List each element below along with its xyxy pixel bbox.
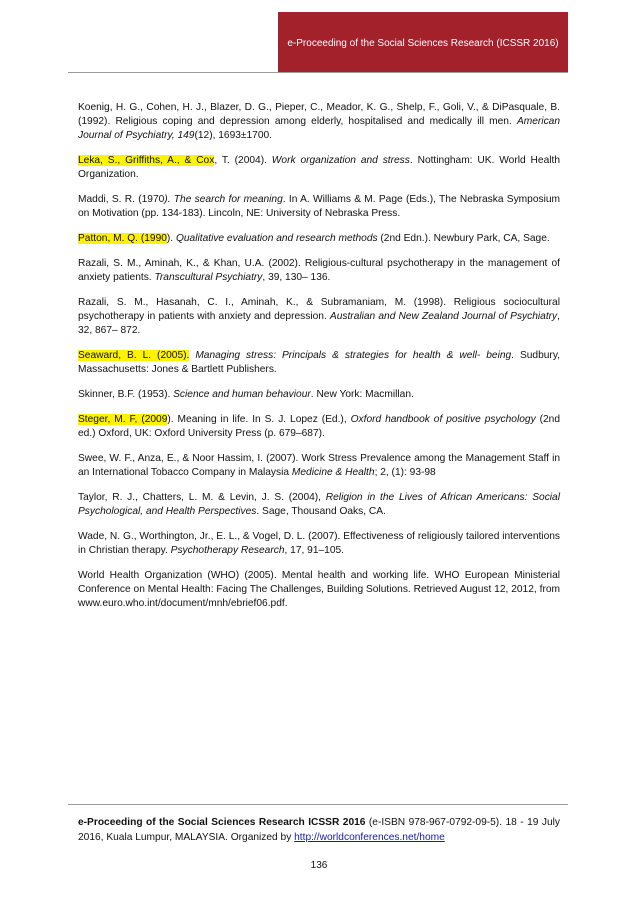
reference-text: , 39, 130– 136. xyxy=(262,272,331,283)
italic-title: Australian and New Zealand Journal of Psychiatry xyxy=(329,311,558,322)
reference-entry xyxy=(78,413,560,441)
reference-entry xyxy=(78,296,560,338)
header-divider xyxy=(68,72,568,73)
reference-text: . In A. Williams & M. Page (Eds.), The Nebraska Symposium on Motivation (pp. 134-183). Lincoln, NE: University of Nebraska Press. xyxy=(78,194,560,219)
footer-proceeding-title: e-Proceeding of the Social Sciences Research ICSSR 2016 xyxy=(78,817,366,828)
reference-entry xyxy=(78,530,560,558)
reference-text: Razali, S. M., Hasanah, C. I., Aminah, K., & Subramaniam, M. (1998). Religious sociocultural psychotherapy in patients with anxiety and depression. xyxy=(78,297,560,322)
italic-title: Medicine & Health xyxy=(291,467,375,478)
reference-text: , T. (2004). xyxy=(214,155,272,166)
running-header-title: e-Proceeding of the Social Sciences Research (ICSSR 2016) xyxy=(287,38,559,49)
italic-title: Science and human behaviour xyxy=(173,389,311,400)
reference-text: Swee, W. F., Anza, E., & Noor Hassim, I. (2007). Work Stress Prevalence among the Management Staff in an International Tobacco Company in Malaysia xyxy=(78,453,560,478)
highlighted-text: Leka, S., Griffiths, A., & Cox xyxy=(78,155,215,166)
reference-text: Wade, N. G., Worthington, Jr., E. L., & Vogel, D. L. (2007). Effectiveness of religiously tailored interventions in Christian therapy. xyxy=(78,531,560,556)
reference-text: Skinner, B.F. (1953). xyxy=(78,389,174,400)
reference-text: , 32, 867– 872. xyxy=(78,311,560,336)
reference-entry xyxy=(78,257,560,285)
reference-text: Koenig, H. G., Cohen, H. J., Blazer, D. G., Pieper, C., Meador, K. G., Shelp, F., Goli, V., & DiPasquale, B. (1992). Religious coping and depression among elderly, hospitalised and medically ill men. xyxy=(78,102,560,127)
italic-title: Oxford handbook of positive psychology xyxy=(350,414,536,425)
reference-entry xyxy=(78,101,560,143)
reference-list xyxy=(78,101,560,622)
italic-title: American Journal of Psychiatry, 149 xyxy=(78,116,560,141)
reference-entry xyxy=(78,452,560,480)
italic-title: Qualitative evaluation and research methods xyxy=(175,233,378,244)
reference-text: ). Meaning in life. In S. J. Lopez (Ed.), xyxy=(167,414,351,425)
reference-text: (12), 1693±1700. xyxy=(194,130,272,141)
reference-text: . Nottingham: UK. World Health Organization. xyxy=(78,155,560,180)
reference-text: . Sudbury, Massachusetts: Jones & Bartlett Publishers. xyxy=(78,350,560,375)
reference-text: . New York: Macmillan. xyxy=(310,389,414,400)
reference-text: Maddi, S. R. (1970 xyxy=(78,194,165,205)
reference-text: . Sage, Thousand Oaks, CA. xyxy=(256,506,386,517)
italic-title: Managing stress: Principals & strategies for health & well- being xyxy=(195,350,512,361)
reference-text: World Health Organization (WHO) (2005). Mental health and working life. WHO European Ministerial Conference on Mental Health: Facing The Challenges, Building Solutions. Retrieved August 12, 2012, from www.euro.who.int/document/mnh/ebrief06.pdf. xyxy=(78,570,560,609)
highlighted-text: Patton, M. Q. (1990 xyxy=(78,233,167,244)
italic-title: Religion in the Lives of African Americans: Social Psychological, and Health Perspectives xyxy=(78,492,560,517)
highlighted-text: Seaward, B. L. (2005). xyxy=(78,350,190,361)
reference-text: ; 2, (1): 93-98 xyxy=(374,467,436,478)
reference-entry xyxy=(78,193,560,221)
italic-title: ). The search for meaning xyxy=(164,194,283,205)
reference-text: ). xyxy=(166,233,176,244)
reference-entry xyxy=(78,569,560,611)
reference-text: Taylor, R. J., Chatters, L. M. & Levin, J. S. (2004), xyxy=(78,492,326,503)
footer xyxy=(78,815,560,845)
italic-title: Work organization and stress xyxy=(271,155,410,166)
reference-text: (2nd ed.) Oxford, UK: Oxford University Press (p. 679–687). xyxy=(78,414,560,439)
reference-entry xyxy=(78,491,560,519)
footer-divider xyxy=(68,804,568,805)
reference-text: (2nd Edn.). Newbury Park, CA, Sage. xyxy=(377,233,550,244)
reference-text: Razali, S. M., Aminah, K., & Khan, U.A. (2002). Religious-cultural psychotherapy in the management of anxiety patients. xyxy=(78,258,560,283)
reference-entry xyxy=(78,232,560,246)
italic-title: Psychotherapy Research xyxy=(170,545,285,556)
footer-details: (e-ISBN 978-967-0792-09-5). 18 - 19 July 2016, Kuala Lumpur, MALAYSIA. Organized by xyxy=(78,817,560,843)
reference-entry xyxy=(78,349,560,377)
italic-title: Transcultural Psychiatry xyxy=(154,272,263,283)
reference-entry xyxy=(78,154,560,182)
highlighted-text: Steger, M. F, (2009 xyxy=(78,414,168,425)
reference-text: , 17, 91–105. xyxy=(284,545,344,556)
page-number: 136 xyxy=(310,860,328,871)
reference-entry xyxy=(78,388,560,402)
footer-link[interactable]: http://worldconferences.net/home xyxy=(294,832,445,843)
